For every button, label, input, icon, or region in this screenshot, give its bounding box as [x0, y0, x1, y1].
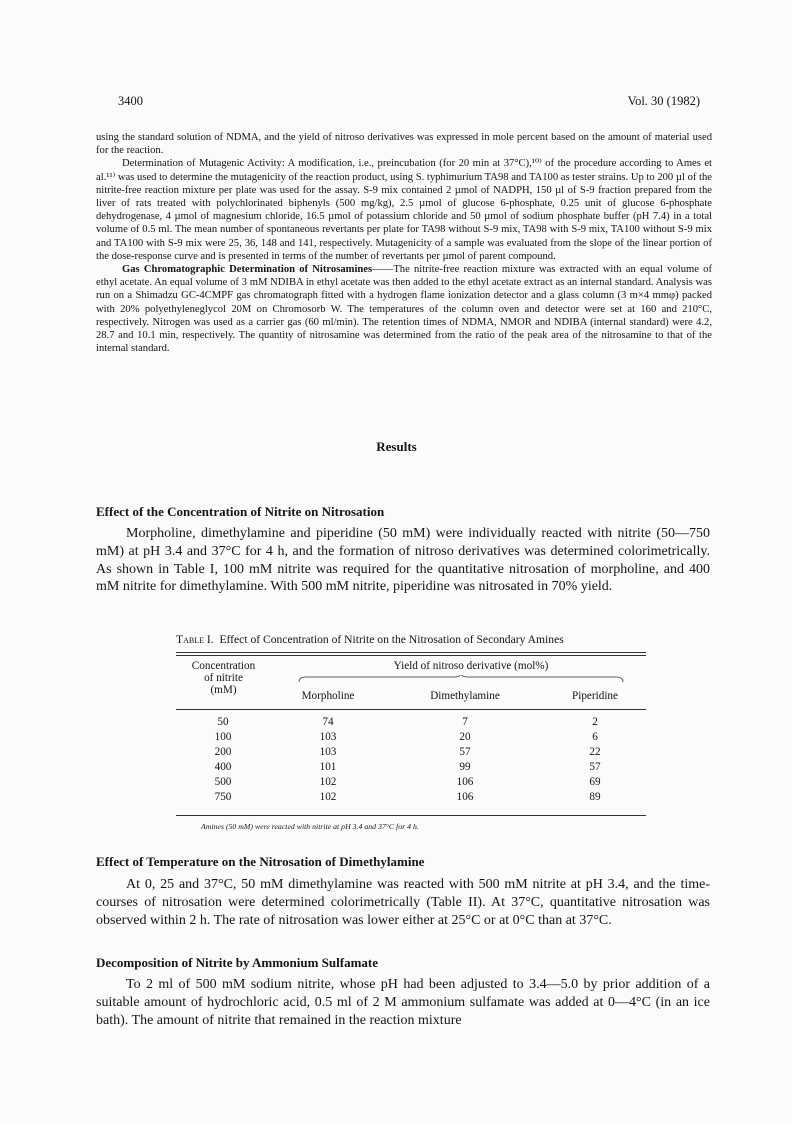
- ammonium-sulfamate-text: To 2 ml of 500 mM sodium nitrite, whose pH had been adjusted to 3.4—5.0 by prior addition of a suitable amount of hydrochloric acid, 0.5 ml of 2 M ammonium sulfamate was added at 0—4°C (in an ice bath). The amount of nitrite that remained in the reaction mixture: [96, 977, 710, 1028]
- mutagenic-activity-paragraph: Determination of Mutagenic Activity: A modification, i.e., preincubation (for 20 min at 37°C),¹⁰⁾ of the procedure according to Ames et al.¹¹⁾ was used to determine the mutagenicity of the reaction product, using S. typhimurium TA98 and TA100 as tester strains. Up to 200 µl of the nitrite-free reaction mixture per plate was used for the assay. S-9 mix contained 2 µmol of NADPH, 150 µl of S-9 fraction prepared from the liver of rats treated with polychlorinated biphenyls (500 mg/kg), 2.5 µmol of glucose 6-phosphate, 0.25 unit of glucose 6-phosphate dehydrogenase, 4 µmol of magnesium chloride, 16.5 µmol of potassium chloride and 50 µmol of sodium phosphate buffer (pH 7.4) in a total volume of 0.5 ml. The mean number of spontaneous revertants per plate for TA98 without S-9 mix, TA98 with S-9 mix, TA100 without S-9 mix and TA100 with S-9 mix were 25, 36, 148 and 141, respectively. Mutagenicity of a sample was evaluated from the slope of the linear portion of the dose-response curve and is presented in terms of the number of revertants per µmol of parent compound.: [96, 158, 712, 262]
- table-header-rule: [176, 709, 646, 710]
- gas-chromatography-run-in-heading: Gas Chromatographic Determination of Nitrosamines: [122, 264, 373, 276]
- table-nitrite-concentration: [176, 652, 646, 832]
- section-heading-nitrite-concentration: Effect of the Concentration of Nitrite on Nitrosation: [96, 504, 385, 519]
- table-cell: 102: [319, 776, 337, 788]
- table-cell: 106: [456, 776, 474, 788]
- table-cell: 6: [592, 731, 598, 743]
- ammonium-sulfamate-paragraph: [96, 976, 710, 1029]
- table-cell: 101: [319, 761, 337, 773]
- table-cell: 69: [589, 776, 601, 788]
- table-cell: 2: [592, 716, 598, 728]
- table-caption: [176, 633, 564, 646]
- temperature-paragraph: [96, 876, 710, 929]
- table-cell: 500: [214, 776, 232, 788]
- table-cell: 750: [214, 791, 232, 803]
- table-cell: 89: [589, 791, 601, 803]
- gas-chromatography-paragraph: [96, 263, 712, 355]
- temperature-text: At 0, 25 and 37°C, 50 mM dimethylamine was reacted with 500 mM nitrite at pH 3.4, and the time-courses of nitrosation were determined colorimetrically (Table II). At 37°C, quantitative nitrosation was observed within 2 h. The rate of nitrosation was lower either at 25°C or at 0°C than at 37°C.: [96, 877, 710, 928]
- table-cell: 100: [214, 731, 232, 743]
- table-cell: 99: [459, 761, 471, 773]
- methods-paragraph: using the standard solution of NDMA, and the yield of nitroso derivatives was expressed in mole percent based on the amount of material used for the reaction.: [96, 132, 712, 157]
- results-heading: Results: [376, 439, 417, 454]
- table-cell: 20: [459, 731, 471, 743]
- table-cell: 57: [589, 761, 601, 773]
- table-header-morpholine: Morpholine: [301, 690, 355, 702]
- table-cell: 22: [589, 746, 601, 758]
- nitrite-concentration-paragraph: [96, 525, 710, 596]
- table-header-concentration: Concentration of nitrite (mM): [191, 660, 256, 696]
- table-top-rule: [176, 652, 646, 653]
- page-number: 3400: [118, 94, 143, 108]
- table-bottom-rule: [176, 815, 646, 816]
- nitrite-concentration-text: Morpholine, dimethylamine and piperidine (50 mM) were individually reacted with nitrite (50—750 mM) at pH 3.4 and 37°C for 4 h, and the formation of nitroso derivatives was determined colorimetrically. As shown in Table I, 100 mM nitrite was required for the quantitative nitrosation of morpholine, and 400 mM nitrite for dimethylamine. With 500 mM nitrite, piperidine was nitrosated in 70% yield.: [96, 526, 710, 595]
- table-cell: 106: [456, 791, 474, 803]
- table-header-yield-group: Yield of nitroso derivative (mol%): [393, 660, 549, 672]
- table-header-dimethylamine: Dimethylamine: [430, 690, 500, 702]
- section-heading-ammonium-sulfamate: Decomposition of Nitrite by Ammonium Sulfamate: [96, 955, 379, 970]
- table-cell: 57: [459, 746, 471, 758]
- methods-block: [96, 131, 712, 355]
- table-footnote: Amines (50 mM) were reacted with nitrite at pH 3.4 and 37°C for 4 h.: [201, 822, 419, 831]
- table-cell: 103: [319, 731, 337, 743]
- table-caption-text: Effect of Concentration of Nitrite on the Nitrosation of Secondary Amines: [219, 633, 564, 646]
- table-cell: 50: [217, 716, 229, 728]
- section-heading-temperature: Effect of Temperature on the Nitrosation of Dimethylamine: [96, 854, 425, 869]
- table-cell: 103: [319, 746, 337, 758]
- table-cell: 200: [214, 746, 232, 758]
- table-cell: 74: [322, 716, 334, 728]
- table-cell: 7: [462, 716, 468, 728]
- table-header-piperidine: Piperidine: [572, 690, 618, 702]
- table-cell: 400: [214, 761, 232, 773]
- gas-chromatography-text: ——The nitrite-free reaction mixture was extracted with an equal volume of ethyl acetate. An equal volume of 3 mM NDIBA in ethyl acetate was then added to the ethyl acetate extract as an internal standard. Analysis was run on a Shimadzu GC-4CMPF gas chromatograph fitted with a hydrogen flame ionization detector and a glass column (3 m×4 mmφ) packed with 20% polyethyleneglycol 20M on Chromosorb W. The temperatures of the column oven and detector were set at 160 and 210°C, respectively. Nitrogen was used as a carrier gas (60 ml/min). The retention times of NDMA, NMOR and NDIBA (internal standard) were 4.2, 28.7 and 10.1 min, respectively. The quantity of nitrosamine was determined from the ratio of the peak area of the nitrosamine to that of the internal standard.: [96, 264, 712, 355]
- table-cell: 102: [319, 791, 337, 803]
- volume-label: Vol. 30 (1982): [627, 94, 700, 108]
- table-top-rule-double: [176, 655, 646, 656]
- table-label: Table I.: [176, 633, 214, 646]
- table-header-brace: [298, 675, 624, 683]
